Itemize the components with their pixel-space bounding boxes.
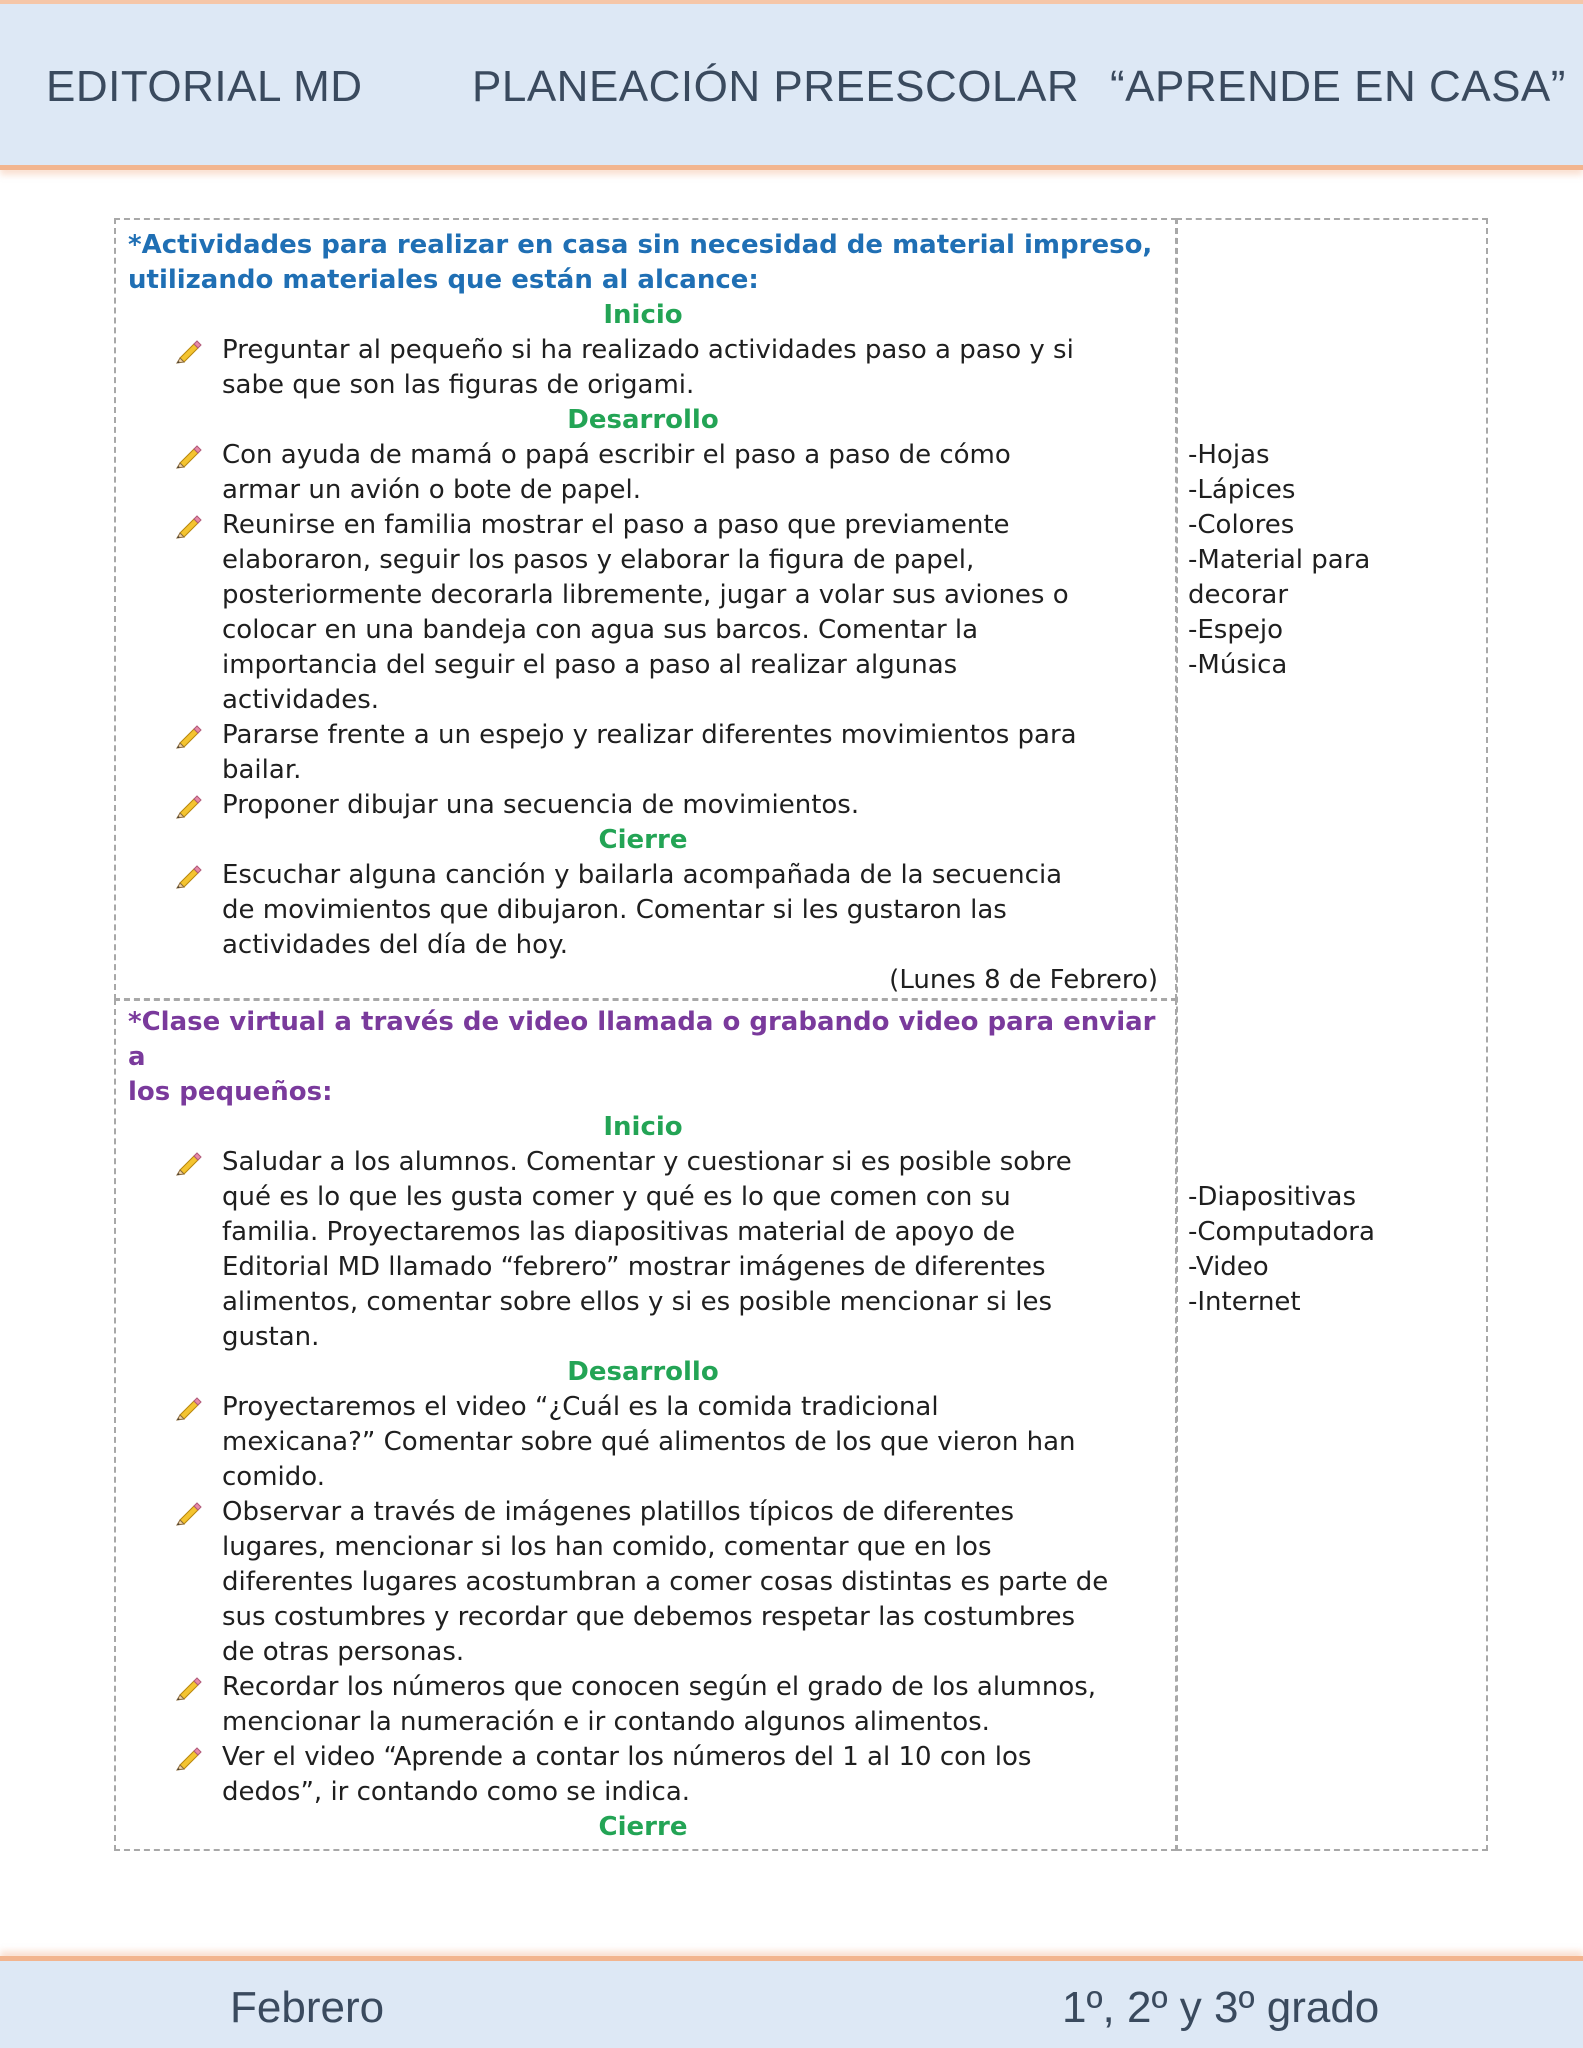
pencil-icon: [174, 511, 202, 539]
list-item: [128, 1145, 1158, 1355]
phase-inicio: Inicio: [603, 300, 683, 330]
material-item: -Espejo: [1188, 615, 1283, 645]
pencil-icon: [174, 1498, 202, 1526]
list-item-line: Preguntar al pequeño si ha realizado actividades paso a paso y si: [222, 335, 1074, 365]
list-item-line: comido.: [222, 1462, 325, 1492]
list-item-line: colocar en una bandeja con agua sus barcos. Comentar la: [222, 615, 979, 645]
list-item: [128, 333, 1158, 403]
material-item: decorar: [1188, 580, 1289, 610]
material-item: -Colores: [1188, 510, 1295, 540]
pencil-icon: [174, 1743, 202, 1771]
list-item-line: importancia del seguir el paso a paso al realizar algunas: [222, 650, 958, 680]
list-item-line: dedos”, ir contando como se indica.: [222, 1777, 691, 1807]
list-item: [128, 718, 1158, 788]
list-item-line: Reunirse en familia mostrar el paso a paso que previamente: [222, 510, 1010, 540]
pencil-icon: [174, 861, 202, 889]
inicio-list: [128, 1145, 1158, 1355]
list-item-line: alimentos, comentar sobre ellos y si es posible mencionar si les: [222, 1287, 1052, 1317]
list-item: [128, 508, 1158, 718]
list-item: [128, 788, 1158, 823]
section-1: [128, 228, 1158, 998]
desarrollo-list: [128, 438, 1158, 823]
section-2-title-line1: *Clase virtual a través de video llamada o grabando video para enviar a: [128, 1007, 1156, 1072]
pencil-icon: [174, 721, 202, 749]
list-item-line: armar un avión o bote de papel.: [222, 475, 642, 505]
list-item: [128, 1390, 1158, 1495]
section-1-title-line2: utilizando materiales que están al alcance:: [128, 265, 759, 295]
inicio-list: [128, 333, 1158, 403]
cierre-list: [128, 858, 1158, 963]
material-item: -Video: [1188, 1252, 1269, 1282]
list-item-line: posteriormente decorarla libremente, jugar a volar sus aviones o: [222, 580, 1069, 610]
pencil-icon: [174, 1393, 202, 1421]
list-item: [128, 438, 1158, 508]
campaign-title: “APRENDE EN CASA”: [1110, 62, 1566, 111]
list-item: [128, 1670, 1158, 1740]
list-item-line: diferentes lugares acostumbran a comer cosas distintas es parte de: [222, 1567, 1109, 1597]
page-header: [0, 0, 1583, 170]
section-2: [128, 1005, 1158, 1845]
section-1-title-line1: *Actividades para realizar en casa sin necesidad de material impreso,: [128, 230, 1153, 260]
pencil-icon: [174, 441, 202, 469]
section-2-title-line2: los pequeños:: [128, 1077, 333, 1107]
list-item-line: Proyectaremos el video “¿Cuál es la comida tradicional: [222, 1392, 939, 1422]
phase-cierre: Cierre: [598, 825, 688, 855]
material-item: -Internet: [1188, 1287, 1301, 1317]
list-item-line: actividades del día de hoy.: [222, 930, 569, 960]
footer-grades: 1º, 2º y 3º grado: [1062, 1983, 1380, 2032]
list-item: [128, 858, 1158, 963]
section-1-materials: [1188, 438, 1478, 683]
list-item-line: lugares, mencionar si los han comido, comentar que en los: [222, 1532, 992, 1562]
list-item-line: mexicana?” Comentar sobre qué alimentos de los que vieron han: [222, 1427, 1076, 1457]
footer-month: Febrero: [230, 1983, 385, 2032]
list-item-line: Ver el video “Aprende a contar los números del 1 al 10 con los: [222, 1742, 1032, 1772]
phase-cierre: Cierre: [598, 1812, 688, 1842]
program-title: PLANEACIÓN PREESCOLAR: [472, 62, 1080, 111]
pencil-icon: [174, 1148, 202, 1176]
list-item-line: Con ayuda de mamá o papá escribir el paso a paso de cómo: [222, 440, 1011, 470]
list-item-line: bailar.: [222, 755, 302, 785]
list-item-line: de movimientos que dibujaron. Comentar si les gustaron las: [222, 895, 1007, 925]
material-item: -Diapositivas: [1188, 1182, 1357, 1212]
list-item-line: Proponer dibujar una secuencia de movimientos.: [222, 790, 860, 820]
list-item-line: Saludar a los alumnos. Comentar y cuestionar si es posible sobre: [222, 1147, 1072, 1177]
list-item-line: sus costumbres y recordar que debemos respetar las costumbres: [222, 1602, 1076, 1632]
publisher-name: EDITORIAL MD: [46, 62, 363, 111]
list-item-line: familia. Proyectaremos las diapositivas material de apoyo de: [222, 1217, 1016, 1247]
page-footer: [0, 1956, 1583, 2048]
list-item: [128, 1495, 1158, 1670]
material-item: -Material para: [1188, 545, 1371, 575]
list-item-line: elaboraron, seguir los pasos y elaborar la figura de papel,: [222, 545, 975, 575]
pencil-icon: [174, 791, 202, 819]
material-item: -Computadora: [1188, 1217, 1375, 1247]
pencil-icon: [174, 336, 202, 364]
list-item-line: de otras personas.: [222, 1637, 465, 1667]
list-item-line: mencionar la numeración e ir contando algunos alimentos.: [222, 1707, 990, 1737]
list-item-line: Pararse frente a un espejo y realizar diferentes movimientos para: [222, 720, 1077, 750]
list-item-line: actividades.: [222, 685, 380, 715]
list-item-line: gustan.: [222, 1322, 320, 1352]
list-item-line: sabe que son las figuras de origami.: [222, 370, 695, 400]
phase-desarrollo: Desarrollo: [567, 405, 719, 435]
material-item: -Lápices: [1188, 475, 1296, 505]
material-item: -Música: [1188, 650, 1288, 680]
list-item-line: Escuchar alguna canción y bailarla acompañada de la secuencia: [222, 860, 1063, 890]
phase-inicio: Inicio: [603, 1112, 683, 1142]
phase-desarrollo: Desarrollo: [567, 1357, 719, 1387]
list-item-line: Observar a través de imágenes platillos típicos de diferentes: [222, 1497, 1015, 1527]
section-1-date: (Lunes 8 de Febrero): [889, 965, 1158, 995]
list-item-line: qué es lo que les gusta comer y qué es lo que comen con su: [222, 1182, 1011, 1212]
desarrollo-list: [128, 1390, 1158, 1810]
list-item-line: Recordar los números que conocen según el grado de los alumnos,: [222, 1672, 1097, 1702]
list-item: [128, 1740, 1158, 1810]
material-item: -Hojas: [1188, 440, 1270, 470]
list-item-line: Editorial MD llamado “febrero” mostrar imágenes de diferentes: [222, 1252, 1046, 1282]
pencil-icon: [174, 1673, 202, 1701]
section-2-materials: [1188, 1180, 1478, 1320]
